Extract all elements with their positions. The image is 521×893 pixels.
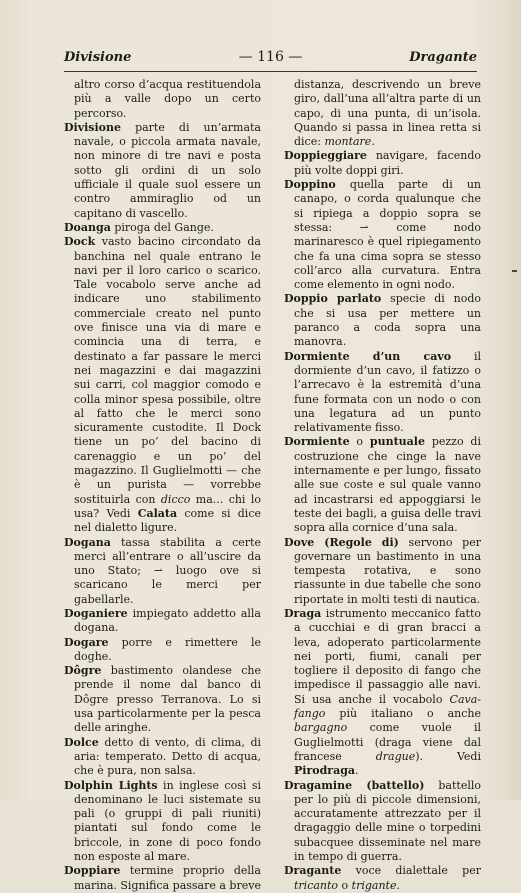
dictionary-entry	[64, 536, 261, 607]
entry-text: battello per lo più di piccole dimensioni, accuratamente attrezzato per il dragaggio delle mine o torpedini subacquee disseminate nel mare in tempo di guerra.	[294, 778, 481, 864]
dictionary-entry	[284, 435, 481, 535]
dictionary-entry	[284, 149, 481, 178]
entry-italic: drague	[375, 749, 416, 763]
entry-text: distanza, descrivendo un breve giro, dall’una all’altra parte di un capo, di una punta, di un’isola. Quando si passa in linea retta si dice:	[294, 78, 481, 149]
entry-text: in inglese così si denominano le luci sistemate su pali (o gruppi di pali riuniti) piantati sul fondo come le briccole, in zone di poco fondo non esposte al mare.	[74, 778, 261, 864]
entry-headword: Doppieggiare	[284, 149, 367, 163]
entry-headword: Doppino	[284, 178, 336, 192]
entry-headword: Doganiere	[64, 606, 128, 620]
entry-text: .	[355, 764, 359, 778]
entry-text: navigare, facendo più volte doppi giri.	[294, 149, 481, 177]
entry-headword: Dormiente d’un cavo	[284, 349, 452, 363]
entry-text: impiegato addetto alla dogana.	[74, 606, 261, 635]
right-column	[284, 78, 481, 893]
entry-text: tassa stabilita a certe merci all’entrare o all’uscire da uno Stato; ⇀ luogo ove si scaricano le merci per gabellarle.	[74, 535, 261, 606]
entry-italic: Cava-fango	[294, 692, 481, 721]
entry-headword: Draga	[284, 606, 322, 620]
margin-mark	[512, 270, 517, 272]
dictionary-entry	[64, 736, 261, 779]
entry-text: più italiano o anche	[325, 707, 481, 721]
header-rule	[64, 71, 477, 72]
entry-headword: Divisione	[64, 120, 121, 134]
header-last-entry: Dragante	[409, 50, 477, 65]
entry-text: piroga del Gange.	[110, 220, 214, 234]
entry-italic: trigante	[351, 878, 397, 892]
entry-text: parte di un’armata navale, o piccola armata navale, non minore di tre navi e posta sotto gli ordini di un solo ufficiale il quale suol essere un contro ammiraglio od un capitano di vascello.	[74, 120, 261, 220]
entry-text: ma... chi lo usa? Vedi	[74, 492, 261, 520]
entry-text: vasto bacino circondato da banchina nel quale entrano le navi per il loro carico o scarico. Tale vocabolo serve anche ad indicare uno stabilimento commerciale creato nel punto ove finisce una via di mare e comincia una di terra, e destinato a far passare le merci nei magazzini e dai magazzini sui carri, col maggior comodo e colla minor spesa possibile, oltre al fatto che le merci sono sicuramente custodite. Il Dock tiene un po’ del bacino di carenaggio e un po’ del magazzino. Il Guglielmotti — che è un purista — vorrebbe sostituirla con	[74, 235, 261, 506]
entry-headword: Doppiare	[64, 864, 121, 878]
dictionary-entry	[284, 536, 481, 607]
dictionary-entry	[64, 636, 261, 665]
entry-text: quella parte di un canapo, o corda qualunque che si ripiega a doppio sopra se stessa: ⇀ come nodo marinaresco è quel ripiegamento che fa una cima sopra se stesso coll’arco alla curvatura. Entra come elemento in ogni nodo.	[294, 178, 481, 292]
dictionary-entry	[64, 664, 261, 735]
dictionary-entry	[284, 607, 481, 779]
entry-headword: Dormiente	[284, 435, 350, 449]
entry-headword: Dôgre	[64, 664, 102, 678]
entry-text: o	[338, 878, 352, 892]
dictionary-entry	[284, 292, 481, 349]
entry-headword: Doanga	[64, 220, 111, 234]
entry-text: altro corso d’acqua restituendola più a valle dopo un certo percorso.	[74, 78, 261, 120]
entry-text: o	[349, 435, 370, 449]
entry-italic: dicco	[160, 492, 191, 506]
dictionary-entry	[64, 235, 261, 535]
dictionary-entry	[284, 350, 481, 436]
dictionary-entry	[284, 864, 481, 893]
entry-headword: Dragamine (battello)	[284, 778, 425, 792]
entry-text: .	[396, 878, 400, 892]
entry-text: ). Vedi	[415, 749, 481, 763]
header-first-entry: Divisione	[64, 50, 132, 65]
entry-headword: Dolce	[64, 735, 99, 749]
entry-continuation	[284, 78, 481, 149]
entry-text: il dormiente d’un cavo, il fatizzo o l’arrecavo è la estremità d’una fune formata con un nodo o con una legatura ad un punto relativamente fisso.	[294, 349, 481, 435]
dictionary-entry	[64, 607, 261, 636]
entry-bold: Pirodraga	[294, 764, 356, 778]
page-header	[64, 46, 477, 68]
dictionary-entry	[64, 121, 261, 221]
dictionary-entry	[284, 178, 481, 292]
page-number: — 116 —	[238, 49, 303, 65]
left-column	[64, 78, 261, 893]
entry-headword: Dogana	[64, 535, 111, 549]
entry-bold: puntuale	[369, 435, 425, 449]
entry-text: termine proprio della marina. Significa passare a breve	[74, 864, 261, 892]
dictionary-entry	[64, 864, 261, 893]
entry-continuation	[64, 78, 261, 121]
entry-text: porre e rimettere le doghe.	[74, 635, 261, 663]
entry-text: come si dice nel dialetto ligure.	[74, 506, 261, 535]
entry-italic: tricanto	[294, 878, 339, 892]
dictionary-entry	[284, 779, 481, 865]
dictionary-entry	[64, 779, 261, 865]
entry-headword: Dogare	[64, 635, 109, 649]
entry-italic: bargagno	[294, 721, 348, 735]
entry-text: come vuole il Guglielmotti (draga viene dal francese	[294, 721, 481, 763]
entry-headword: Dolphin Lights	[64, 778, 158, 792]
entry-text: pezzo di costruzione che cinge la nave internamente e per lungo, fissato alle sue coste e sul quale vanno ad incastrarsi ed appoggiarsi le teste dei bagli, a guisa delle travi sopra alla cornice d’una sala.	[294, 435, 481, 535]
entry-text: bastimento olandese che prende il nome dal banco di Dôgre presso Terranova. Lo si usa particolarmente per la pesca delle aringhe.	[74, 664, 261, 735]
entry-text: servono per governare un bastimento in una tempesta rotativa, e sono riassunte in due tabelle che sono riportate in molti testi di nautica.	[294, 535, 481, 606]
dictionary-entry	[64, 221, 261, 235]
entry-text: detto di vento, di clima, di aria: temperato. Detto di acqua, che è pura, non salsa.	[74, 735, 261, 778]
entry-text: specie di nodo che si usa per mettere un paranco a coda sopra una manovra.	[294, 292, 481, 349]
entry-bold: Calata	[137, 506, 178, 520]
entry-italic: montare	[324, 135, 372, 149]
entry-headword: Dragante	[284, 864, 342, 878]
entry-headword: Doppio parlato	[284, 292, 382, 306]
entry-headword: Dove (Regole di)	[284, 535, 399, 549]
entry-text: .	[371, 135, 375, 149]
entry-headword: Dock	[64, 235, 96, 249]
entry-text: istrumento meccanico fatto a cucchiai e di gran bracci a leva, adoperato particolarmente nei porti, fiumi, canali per togliere il deposito di fango che impedisce il passaggio alle navi. Si usa anche il vocabolo	[294, 606, 481, 706]
entry-text: voce dialettale per	[341, 864, 481, 878]
